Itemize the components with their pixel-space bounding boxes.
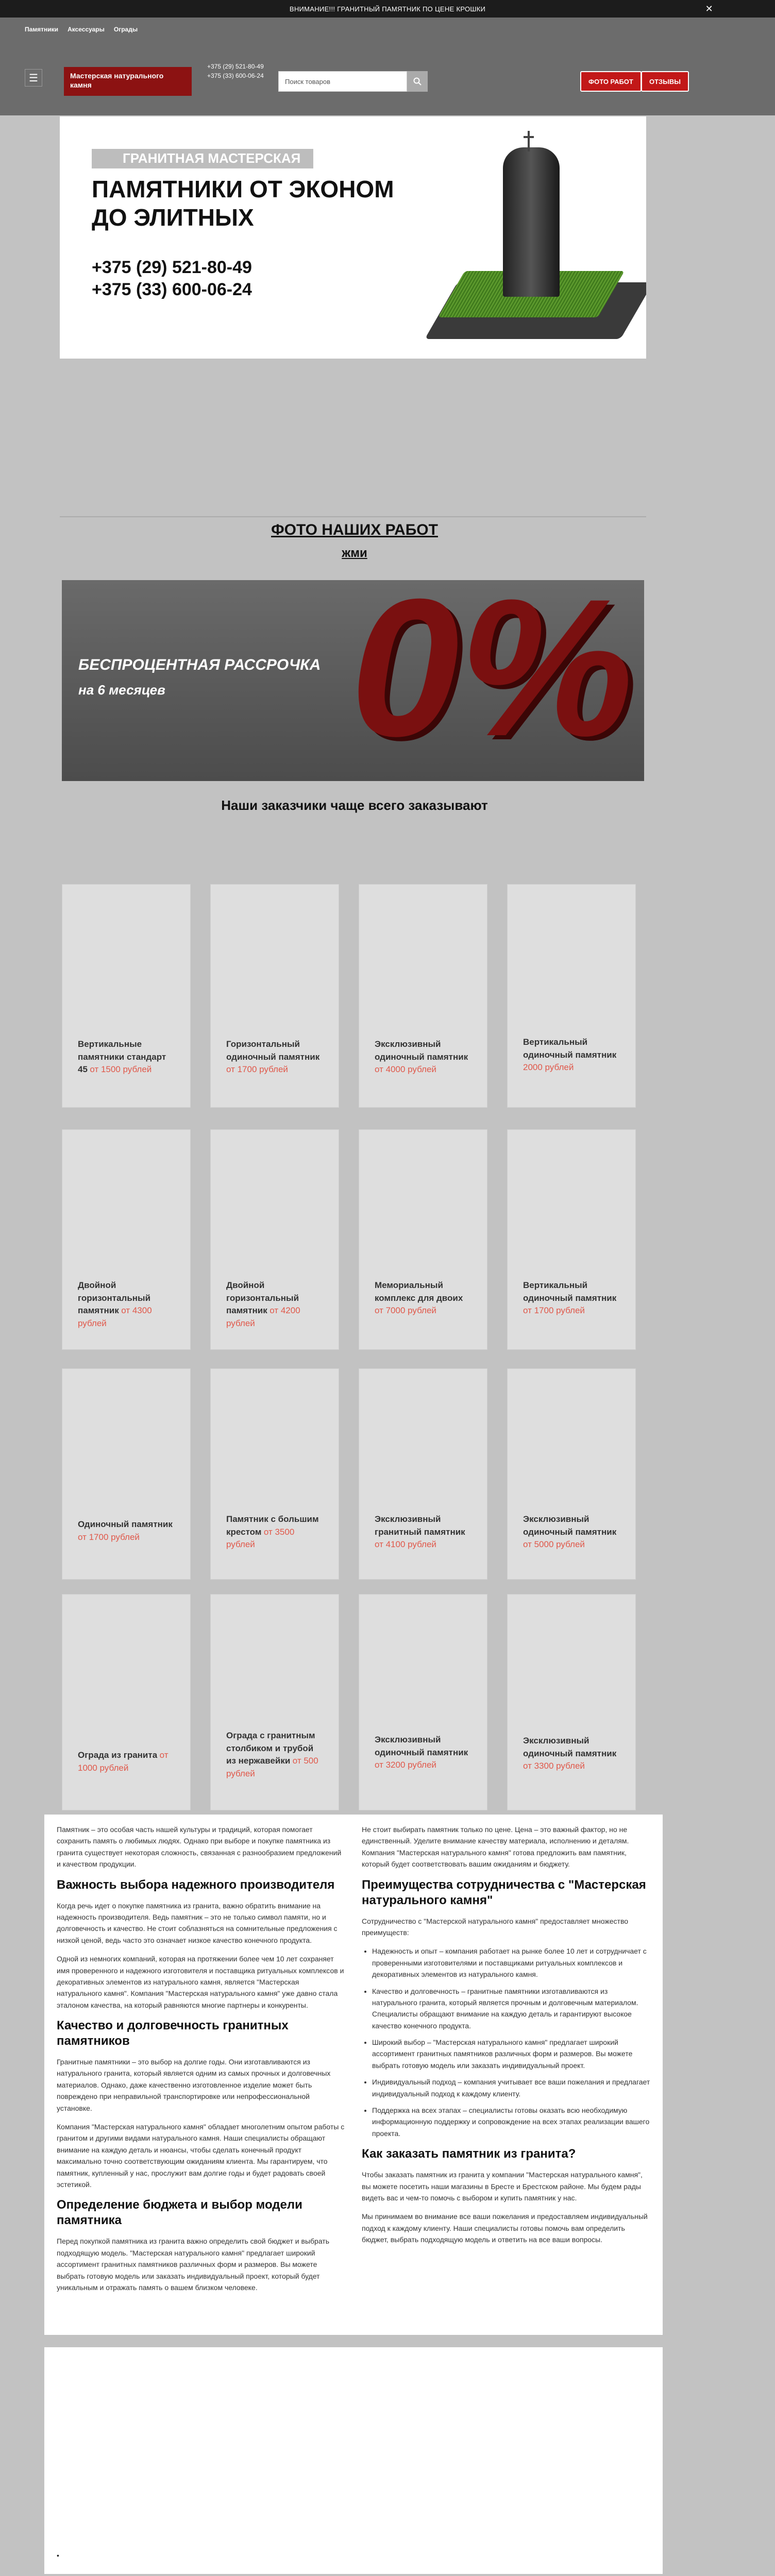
product-name: Вертикальный одиночный памятник <box>523 1280 617 1303</box>
product-name: Одиночный памятник <box>78 1519 173 1529</box>
article-heading: Важность выбора надежного производителя <box>57 1877 335 1892</box>
product-price: от 3500 рублей <box>226 1527 295 1550</box>
article-paragraph: Когда речь идет о покупке памятника из гранита, важно обратить внимание на надежность производителя. Ведь памятник – это не только символ памяти, но и долговечность и качество. Не стоит соблазняться на сомнительные предложения с низкой ценой, ведь часто это означает низкое качество конечного продукта. <box>57 1901 338 1944</box>
search-button[interactable] <box>407 71 428 92</box>
list-item: • Качество и долговечность – гранитные памятники изготавливаются из натурального гранита, который является прочным и долговечным материалом. Специалисты обращают внимание на каждую деталь и гарантируют высокое качество конечного продукта. <box>372 1986 650 2032</box>
nav-accessories[interactable]: Аксессуары <box>68 26 105 33</box>
notice-text: ВНИМАНИЕ!!! ГРАНИТНЫЙ ПАМЯТНИК ПО ЦЕНЕ КРОШКИ <box>289 5 486 13</box>
product-card[interactable] <box>507 1368 636 1580</box>
product-card[interactable] <box>62 1368 191 1580</box>
header <box>0 18 775 115</box>
product-price: от 4100 рублей <box>375 1539 436 1550</box>
product-price: от 4300 рублей <box>78 1306 152 1328</box>
product-card[interactable] <box>359 1368 487 1580</box>
article-heading: Качество и долговечность гранитных памятников <box>57 2019 289 2048</box>
article-paragraph: Одной из немногих компаний, которая на протяжении более чем 10 лет сохраняет имя проверенного и надежного изготовителя и поставщика ритуальных комплексов и декоративных элементов из натурального камня, является "Мастерская натурального камня". Компания "Мастерская натурального камня" уже давно стала эталоном качества, на который равняются многие партнеры и конкуренты. <box>57 1955 344 2009</box>
article-paragraph: Перед покупкой памятника из гранита важно определить свой бюджет и выбрать подходящую модель. "Мастерская натурального камня" предлагает широкий ассортимент гранитных памятников различных форм и размеров. Вы можете выбрать готовую модель или заказать индивидуальный проект, который будет уникальным и отражать память о вашем близком человеке. <box>57 2237 330 2292</box>
product-price: от 1700 рублей <box>226 1064 288 1075</box>
product-card[interactable] <box>210 1368 339 1580</box>
monument-image <box>503 147 560 297</box>
promo-title: БЕСПРОЦЕНТНАЯ РАССРОЧКА <box>78 656 321 673</box>
popular-title: Наши заказчики чаще всего заказывают <box>221 798 488 813</box>
product-card[interactable] <box>210 1129 339 1350</box>
header-phone-2[interactable]: +375 (33) 600-06-24 <box>207 72 264 79</box>
product-name: Вертикальные памятники стандарт 45 <box>78 1039 166 1075</box>
product-price: от 1500 рублей <box>90 1064 152 1075</box>
photos-link[interactable]: жми <box>342 546 367 560</box>
product-price: от 1000 рублей <box>78 1750 169 1773</box>
product-price: от 3200 рублей <box>375 1760 436 1770</box>
product-name: Ограда с гранитным столбиком и трубой из нержавейки <box>226 1731 315 1766</box>
product-card[interactable] <box>507 884 636 1108</box>
product-card[interactable] <box>62 884 191 1108</box>
hero-phone-2: +375 (33) 600-06-24 <box>92 279 252 299</box>
benefits-list <box>372 1945 650 2139</box>
installment-banner[interactable] <box>62 580 644 781</box>
hero-banner[interactable] <box>60 116 646 359</box>
product-name: Памятник с большим крестом <box>226 1514 319 1537</box>
article-heading: Как заказать памятник из гранита? <box>362 2147 576 2161</box>
divider <box>60 516 646 517</box>
product-price: от 1700 рублей <box>78 1532 140 1542</box>
list-item: • Широкий выбор – "Мастерская натурального камня" предлагает широкий ассортимент гранитных памятников различных форм и размеров. Вы можете выбрать готовую модель или заказать индивидуальный проект. <box>372 2037 650 2071</box>
product-name: Горизонтальный одиночный памятник <box>226 1039 320 1062</box>
article-paragraph: Гранитные памятники – это выбор на долгие годы. Они изготавливаются из натурального гранита, который является одним из самых прочных и долговечных материалов. Однако, даже качественно изготовленное изделие может быть повреждено при неправильной транспортировке или непрофессиональной установке. <box>57 2058 331 2112</box>
article-paragraph: Сотрудничество с "Мастерской натурального камня" предоставляет множество преимуществ: <box>362 1917 629 1937</box>
hero-title: ПАМЯТНИКИ ОТ ЭКОНОМ ДО ЭЛИТНЫХ <box>92 176 394 231</box>
menu-icon[interactable]: ☰ <box>25 69 42 87</box>
product-card[interactable] <box>62 1129 191 1350</box>
product-name: Ограда из гранита <box>78 1750 158 1760</box>
product-price: от 5000 рублей <box>523 1539 585 1550</box>
top-nav <box>25 26 138 33</box>
hero-phones <box>92 257 252 300</box>
article-heading: Определение бюджета и выбор модели памятника <box>57 2198 302 2228</box>
product-card[interactable] <box>359 884 487 1108</box>
product-card[interactable] <box>359 1129 487 1350</box>
promo-subtitle: на 6 месяцев <box>78 682 165 698</box>
search-input[interactable]: Поиск товаров <box>278 71 407 92</box>
article-intro: Памятник – это особая часть нашей культуры и традиций, которая помогает сохранить память о любимых людях. Однако при выборе и покупке памятника из гранита существует некоторая сложность, связанная с разнообразием предложений и качеством продукции. <box>57 1825 342 1869</box>
product-name: Эксклюзивный одиночный памятник <box>375 1039 468 1062</box>
product-price: 2000 рублей <box>523 1062 574 1073</box>
product-price: от 3300 рублей <box>523 1761 585 1771</box>
product-name: Эксклюзивный гранитный памятник <box>375 1514 465 1537</box>
product-name: Двойной горизонтальный памятник <box>226 1280 299 1316</box>
product-card[interactable] <box>507 1594 636 1810</box>
article-heading: Преимущества сотрудничества с "Мастерская натурального камня" <box>362 1877 646 1907</box>
embed-dot: • <box>57 2551 59 2560</box>
product-price: от 7000 рублей <box>375 1306 436 1316</box>
embed-placeholder <box>44 2347 663 2574</box>
product-price: от 4000 рублей <box>375 1064 436 1075</box>
product-name: Эксклюзивный одиночный памятник <box>523 1514 617 1537</box>
product-price: от 1700 рублей <box>523 1306 585 1316</box>
list-item: • Надежность и опыт – компания работает на рынке более 10 лет и сотрудничает с проверенными изготовителями и поставщиками ритуальных комплексов и декоративных элементов из натурального камня. <box>372 1945 650 1980</box>
hero-phone-1: +375 (29) 521-80-49 <box>92 258 252 277</box>
article <box>44 1815 663 2335</box>
list-item: • Поддержка на всех этапах – специалисты готовы оказать всю необходимую информационную поддержку и сопровождение на всех этапах реализации вашего проекта. <box>372 2105 650 2139</box>
product-card[interactable] <box>359 1594 487 1810</box>
logo[interactable]: Мастерская натурального камня <box>64 67 192 96</box>
product-name: Двойной горизонтальный памятник <box>78 1280 151 1316</box>
article-left <box>57 1824 345 2300</box>
product-name: Эксклюзивный одиночный памятник <box>375 1735 468 1757</box>
article-paragraph: Чтобы заказать памятник из гранита у компании "Мастерская натурального камня", вы можете посетить наши магазины в Бресте и Брестском районе. Мы будем рады видеть вас и чем-то помочь с выбором и купить памятник у нас. <box>362 2171 643 2202</box>
list-item: • Индивидуальный подход – компания учитывает все ваши пожелания и предлагает индивидуальный подход к каждому клиенту. <box>372 2076 650 2099</box>
cross-icon <box>524 131 534 151</box>
search-icon <box>413 77 422 86</box>
product-price: от 500 рублей <box>226 1756 318 1778</box>
article-paragraph: Мы принимаем во внимание все ваши пожелания и предоставляем индивидуальный подход к каждому клиенту. Наши специалисты готовы помочь вам определить бюджет, выбрать подходящую модель и ответить на все ваши вопросы. <box>362 2212 648 2244</box>
header-phones <box>207 62 268 80</box>
product-card[interactable] <box>210 884 339 1108</box>
nav-monuments[interactable]: Памятники <box>25 26 59 33</box>
article-paragraph: Компания "Мастерская натурального камня" обладает многолетним опытом работы с гранитом и другими видами натурального камня. Наши специалисты обращают внимание на каждую деталь и нюансы, чтобы сделать конечный продукт максимально точно соответствующим ожиданиям клиента. Мы гарантируем, что памятник, купленный у нас, прослужит вам долгие годы и будет радовать своей эстетикой. <box>57 2123 345 2189</box>
reviews-button[interactable]: ОТЗЫВЫ <box>641 71 689 92</box>
product-name: Мемориальный комплекс для двоих <box>375 1280 463 1303</box>
product-name: Эксклюзивный одиночный памятник <box>523 1736 617 1758</box>
close-icon[interactable]: ✕ <box>705 4 713 14</box>
product-card[interactable] <box>507 1129 636 1350</box>
product-name: Вертикальный одиночный памятник <box>523 1037 617 1060</box>
product-card[interactable] <box>62 1594 191 1810</box>
hero-tag: ГРАНИТНАЯ МАСТЕРСКАЯ <box>92 149 313 168</box>
notice-bar <box>0 0 775 18</box>
photos-button[interactable]: ФОТО РАБОТ <box>580 71 642 92</box>
article-right <box>362 1824 650 2253</box>
header-phone-1[interactable]: +375 (29) 521-80-49 <box>207 63 264 70</box>
article-intro: Не стоит выбирать памятник только по цене. Цена – это важный фактор, но не единственный. Уделите внимание качеству материала, исполнению и деталям. Компания "Мастерская натурального камня" готова предложить вам памятник, который будет соответствовать вашим ожиданиям и бюджету. <box>362 1825 629 1869</box>
photos-title[interactable]: ФОТО НАШИХ РАБОТ <box>271 521 438 538</box>
product-card[interactable] <box>210 1594 339 1810</box>
product-price: от 4200 рублей <box>226 1306 300 1328</box>
nav-fences[interactable]: Ограды <box>113 26 138 33</box>
promo-zero-percent: 0% <box>350 580 634 777</box>
